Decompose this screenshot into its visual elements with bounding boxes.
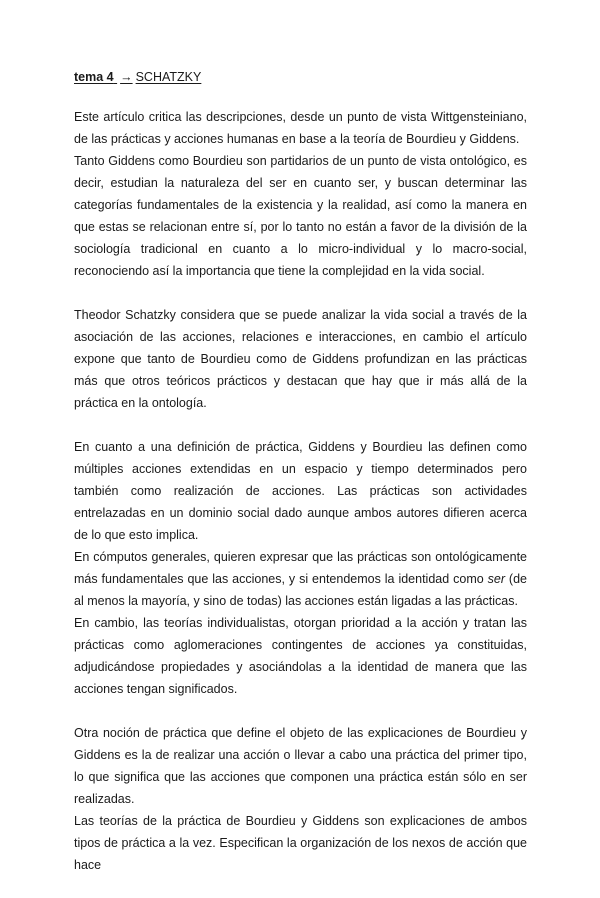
- paragraph: Este artículo critica las descripciones, desde un punto de vista Wittgensteiniano, de las prácticas y acciones humanas en base a la teoría de Bourdieu y Giddens.: [74, 110, 527, 146]
- heading-arrow: →: [120, 70, 133, 84]
- emphasis-ser: ser: [487, 572, 505, 586]
- paragraph: Las teorías de la práctica de Bourdieu y Giddens son explicaciones de ambos tipos de práctica a la vez. Especifican la organización de los nexos de acción que hace: [74, 814, 527, 872]
- paragraph: Otra noción de práctica que define el objeto de las explicaciones de Bourdieu y Giddens es la de realizar una acción o llevar a cabo una práctica del primer tipo, lo que significa que las acciones que componen una práctica están sólo en ser realizadas.: [74, 726, 527, 806]
- heading-topic: tema 4: [74, 70, 114, 84]
- section-definition: [74, 436, 527, 700]
- section-intro: [74, 106, 527, 282]
- paragraph: Tanto Giddens como Bourdieu son partidarios de un punto de vista ontológico, es decir, estudian la naturaleza del ser en cuanto ser, y buscan determinar las categorías fundamentales de la existencia y la realidad, así como la manera en que estas se relacionan entre sí, por lo tanto no están a favor de la división de la sociología tradicional en cuanto a lo micro-individual y lo macro-social, reconociendo así la importancia que tiene la complejidad en la vida social.: [74, 154, 527, 278]
- paragraph: En cuanto a una definición de práctica, Giddens y Bourdieu las definen como múltiples acciones extendidas en un espacio y tiempo determinados pero también como realización de acciones. Las prácticas son actividades entrelazadas en un dominio social dado aunque ambos autores difieren acerca de lo que esto implica.: [74, 440, 527, 542]
- document-heading: [74, 66, 527, 88]
- document-body: [74, 66, 527, 898]
- section-other-notion: [74, 722, 527, 876]
- text-run: En cómputos generales, quieren expresar que las prácticas son ontológicamente más fundamentales que las acciones, y si entendemos la identidad como: [74, 550, 527, 586]
- heading-author: SCHATZKY: [135, 70, 202, 84]
- text-run: (de al menos la mayoría, y sino de todas) las acciones están ligadas a las prácticas.: [74, 572, 527, 608]
- paragraph: [74, 546, 527, 612]
- paragraph: Theodor Schatzky considera que se puede analizar la vida social a través de la asociación de las acciones, relaciones e interacciones, en cambio el artículo expone que tanto de Bourdieu como de Giddens profundizan en las prácticas más que otros teóricos prácticos y destacan que hay que ir más allá de la práctica en la ontología.: [74, 308, 527, 410]
- section-schatzky: [74, 304, 527, 414]
- paragraph: En cambio, las teorías individualistas, otorgan prioridad a la acción y tratan las prácticas como aglomeraciones contingentes de acciones ya constituidas, adjudicándose propiedades y asociándolas a la identidad de manera que las acciones tengan significados.: [74, 616, 527, 696]
